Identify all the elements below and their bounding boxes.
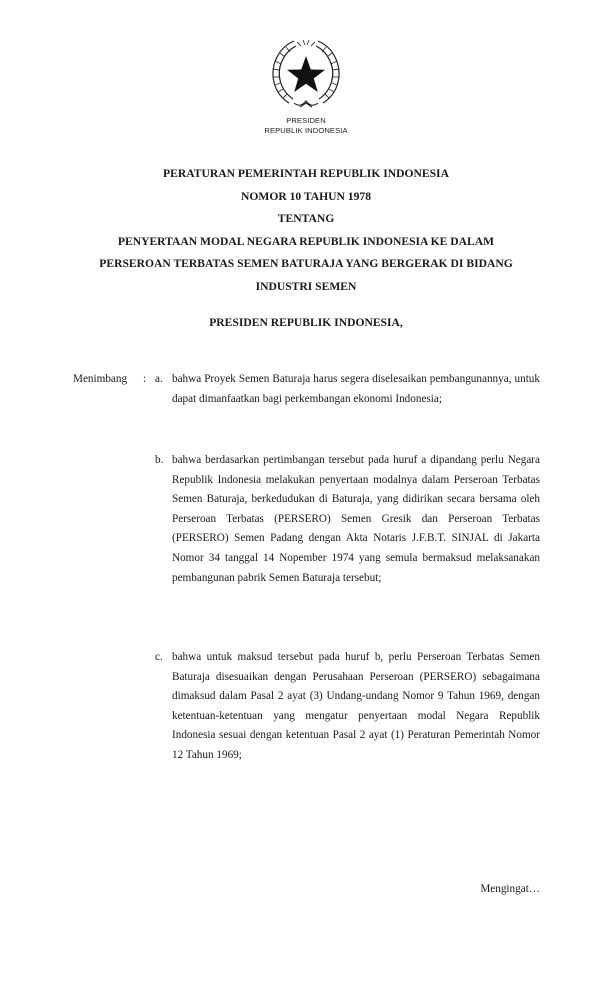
president-heading: PRESIDEN REPUBLIK INDONESIA, [209,316,403,329]
considering-label: Menimbang [73,373,128,385]
considering-item-b [155,451,540,588]
garuda-star-emblem-icon [267,37,345,111]
title-subject-line1: PENYERTAAN MODAL NEGARA REPUBLIK INDONESIA KE DALAM [117,234,495,248]
considering-item-a [155,370,540,409]
page-continuation: Mengingat… [480,883,540,895]
considering-colon: : [143,373,147,385]
title-regulation-type: PERATURAN PEMERINTAH REPUBLIK INDONESIA [163,167,449,180]
document-title [60,163,552,298]
item-marker: c. [155,651,163,663]
item-marker: b. [155,454,164,466]
emblem-caption-title: PRESIDEN [286,116,326,125]
title-subject-line3: INDUSTRI SEMEN [255,279,357,293]
item-marker: a. [155,373,163,385]
emblem-caption-country: REPUBLIK INDONESIA [264,126,348,135]
title-subject-line2: PERSEROAN TERBATAS SEMEN BATURAJA YANG BERGERAK DI BIDANG [99,257,513,270]
item-text: bahwa Proyek Semen Baturaja harus segera diselesaikan pembangunannya, untuk dapat dimanfaatkan bagi perkembangan ekonomi Indonesia; [172,373,540,405]
considering-item-c [155,648,540,766]
item-text: bahwa untuk maksud tersebut pada huruf b, perlu Perseroan Terbatas Semen Baturaja disesuaikan dengan Perusahaan Perseroan (PERSERO) sebagaimana dimaksud dalam Pasal 2 ayat (3) Undang-undang Nomor 9 Tahun 1969, dengan ketentuan-ketentuan yang mengatur penyertaan modal Negara Republik Indonesia sesuai dengan ketentuan Pasal 2 ayat (1) Peraturan Pemerintah Nomor 12 Tahun 1969; [172,651,540,761]
title-number-year: NOMOR 10 TAHUN 1978 [241,189,371,203]
title-about: TENTANG [277,212,335,225]
item-text: bahwa berdasarkan pertimbangan tersebut pada huruf a dipandang perlu Negara Republik Indonesia melakukan penyertaan modalnya dalam Perseroan Terbatas Semen Baturaja, berkedudukan di Baturaja, yang didirikan secara bersama oleh Perseroan Terbatas (PERSERO) Semen Gresik dan Perseroan Terbatas (PERSERO) Semen Padang dengan Akta Notaris J.F.B.T. SINJAL di Jakarta Nomor 34 tanggal 14 Nopember 1974 yang semula bermaksud melaksanakan pembangunan pabrik Semen Baturaja tersebut; [172,454,540,584]
